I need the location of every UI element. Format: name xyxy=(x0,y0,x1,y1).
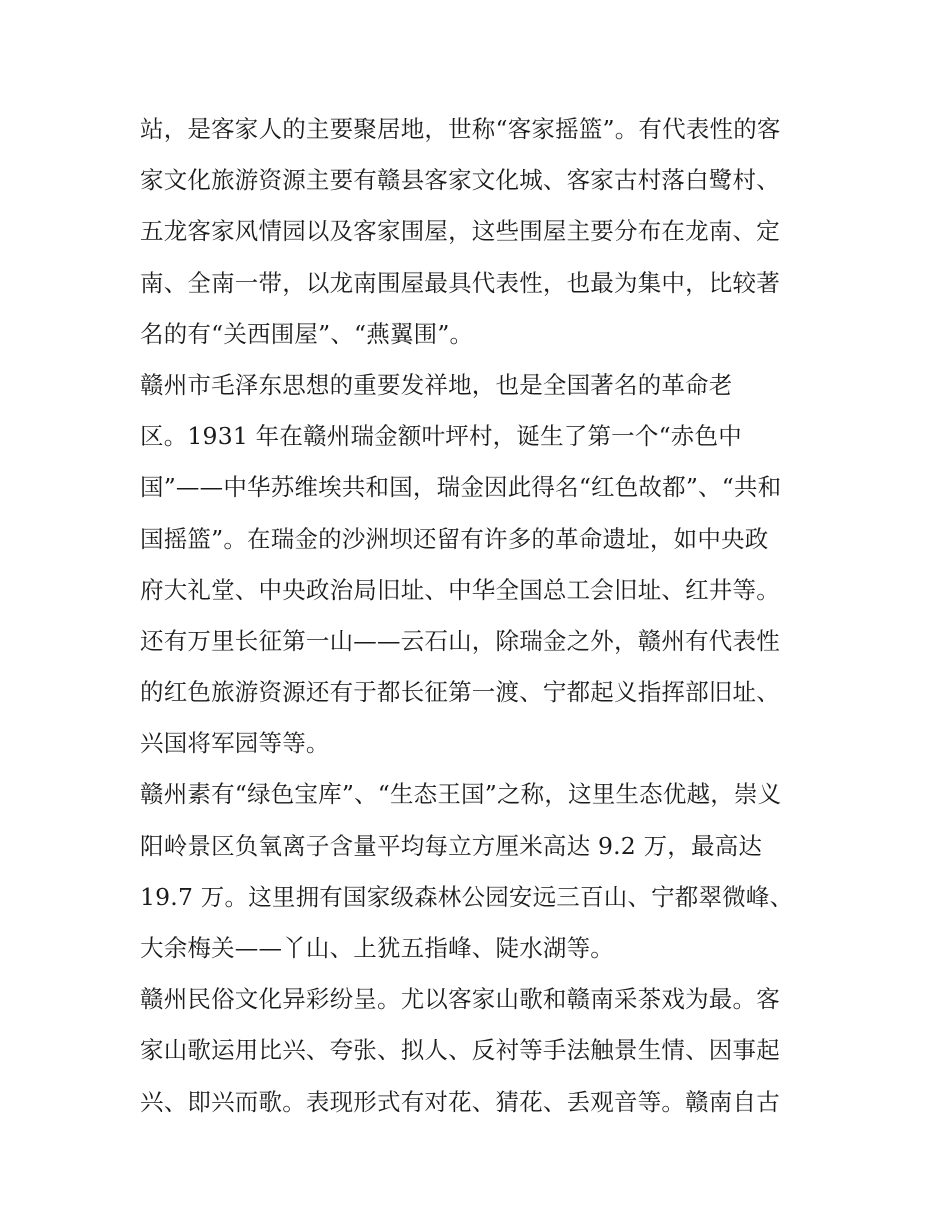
text-line: 家文化旅游资源主要有赣县客家文化城、客家古村落白鹭村、 xyxy=(140,166,780,195)
text-line: 赣州民俗文化异彩纷呈。尤以客家山歌和赣南采茶戏为最。客 xyxy=(140,985,780,1014)
text-line: 府大礼堂、中央政治局旧址、中华全国总工会旧址、红井等。 xyxy=(140,575,780,604)
text-line: 五龙客家风情园以及客家围屋，这些围屋主要分布在龙南、定 xyxy=(140,217,780,246)
text-line: 还有万里长征第一山——云石山，除瑞金之外，赣州有代表性 xyxy=(140,626,780,655)
text-line: 南、全南一带，以龙南围屋最具代表性，也最为集中，比较著 xyxy=(140,268,780,297)
text-line: 的红色旅游资源还有于都长征第一渡、宁都起义指挥部旧址、 xyxy=(140,678,780,707)
body-text xyxy=(140,104,840,1128)
text-line: 兴国将军园等等。 xyxy=(140,729,330,758)
text-line: 大余梅关——丫山、上犹五指峰、陡水湖等。 xyxy=(140,934,614,962)
text-line: 国”——中华苏维埃共和国，瑞金因此得名“红色故都”、“共和 xyxy=(140,473,782,502)
text-line: 赣州素有“绿色宝库”、“生态王国”之称，这里生态优越，崇义 xyxy=(140,780,782,809)
text-line: 站，是客家人的主要聚居地，世称“客家摇篮”。有代表性的客 xyxy=(140,115,781,143)
text-line: 兴、即兴而歌。表现形式有对花、猜花、丢观音等。赣南自古 xyxy=(140,1087,780,1116)
text-line: 家山歌运用比兴、夸张、拟人、反衬等手法触景生情、因事起 xyxy=(140,1036,780,1065)
text-line: 名的有“关西围屋”、“燕翼围”。 xyxy=(140,319,474,348)
text-line: 19.7 万。这里拥有国家级森林公园安远三百山、宁都翠微峰、 xyxy=(140,882,794,911)
text-line: 国摇篮”。在瑞金的沙洲坝还留有许多的革命遗址，如中央政 xyxy=(140,524,769,553)
text-line: 赣州市毛泽东思想的重要发祥地，也是全国著名的革命老 xyxy=(140,370,733,399)
text-line: 阳岭景区负氧离子含量平均每立方厘米高达 9.2 万，最高达 xyxy=(140,831,763,860)
text-line: 区。1931 年在赣州瑞金额叶坪村，诞生了第一个“赤色中 xyxy=(140,422,742,451)
